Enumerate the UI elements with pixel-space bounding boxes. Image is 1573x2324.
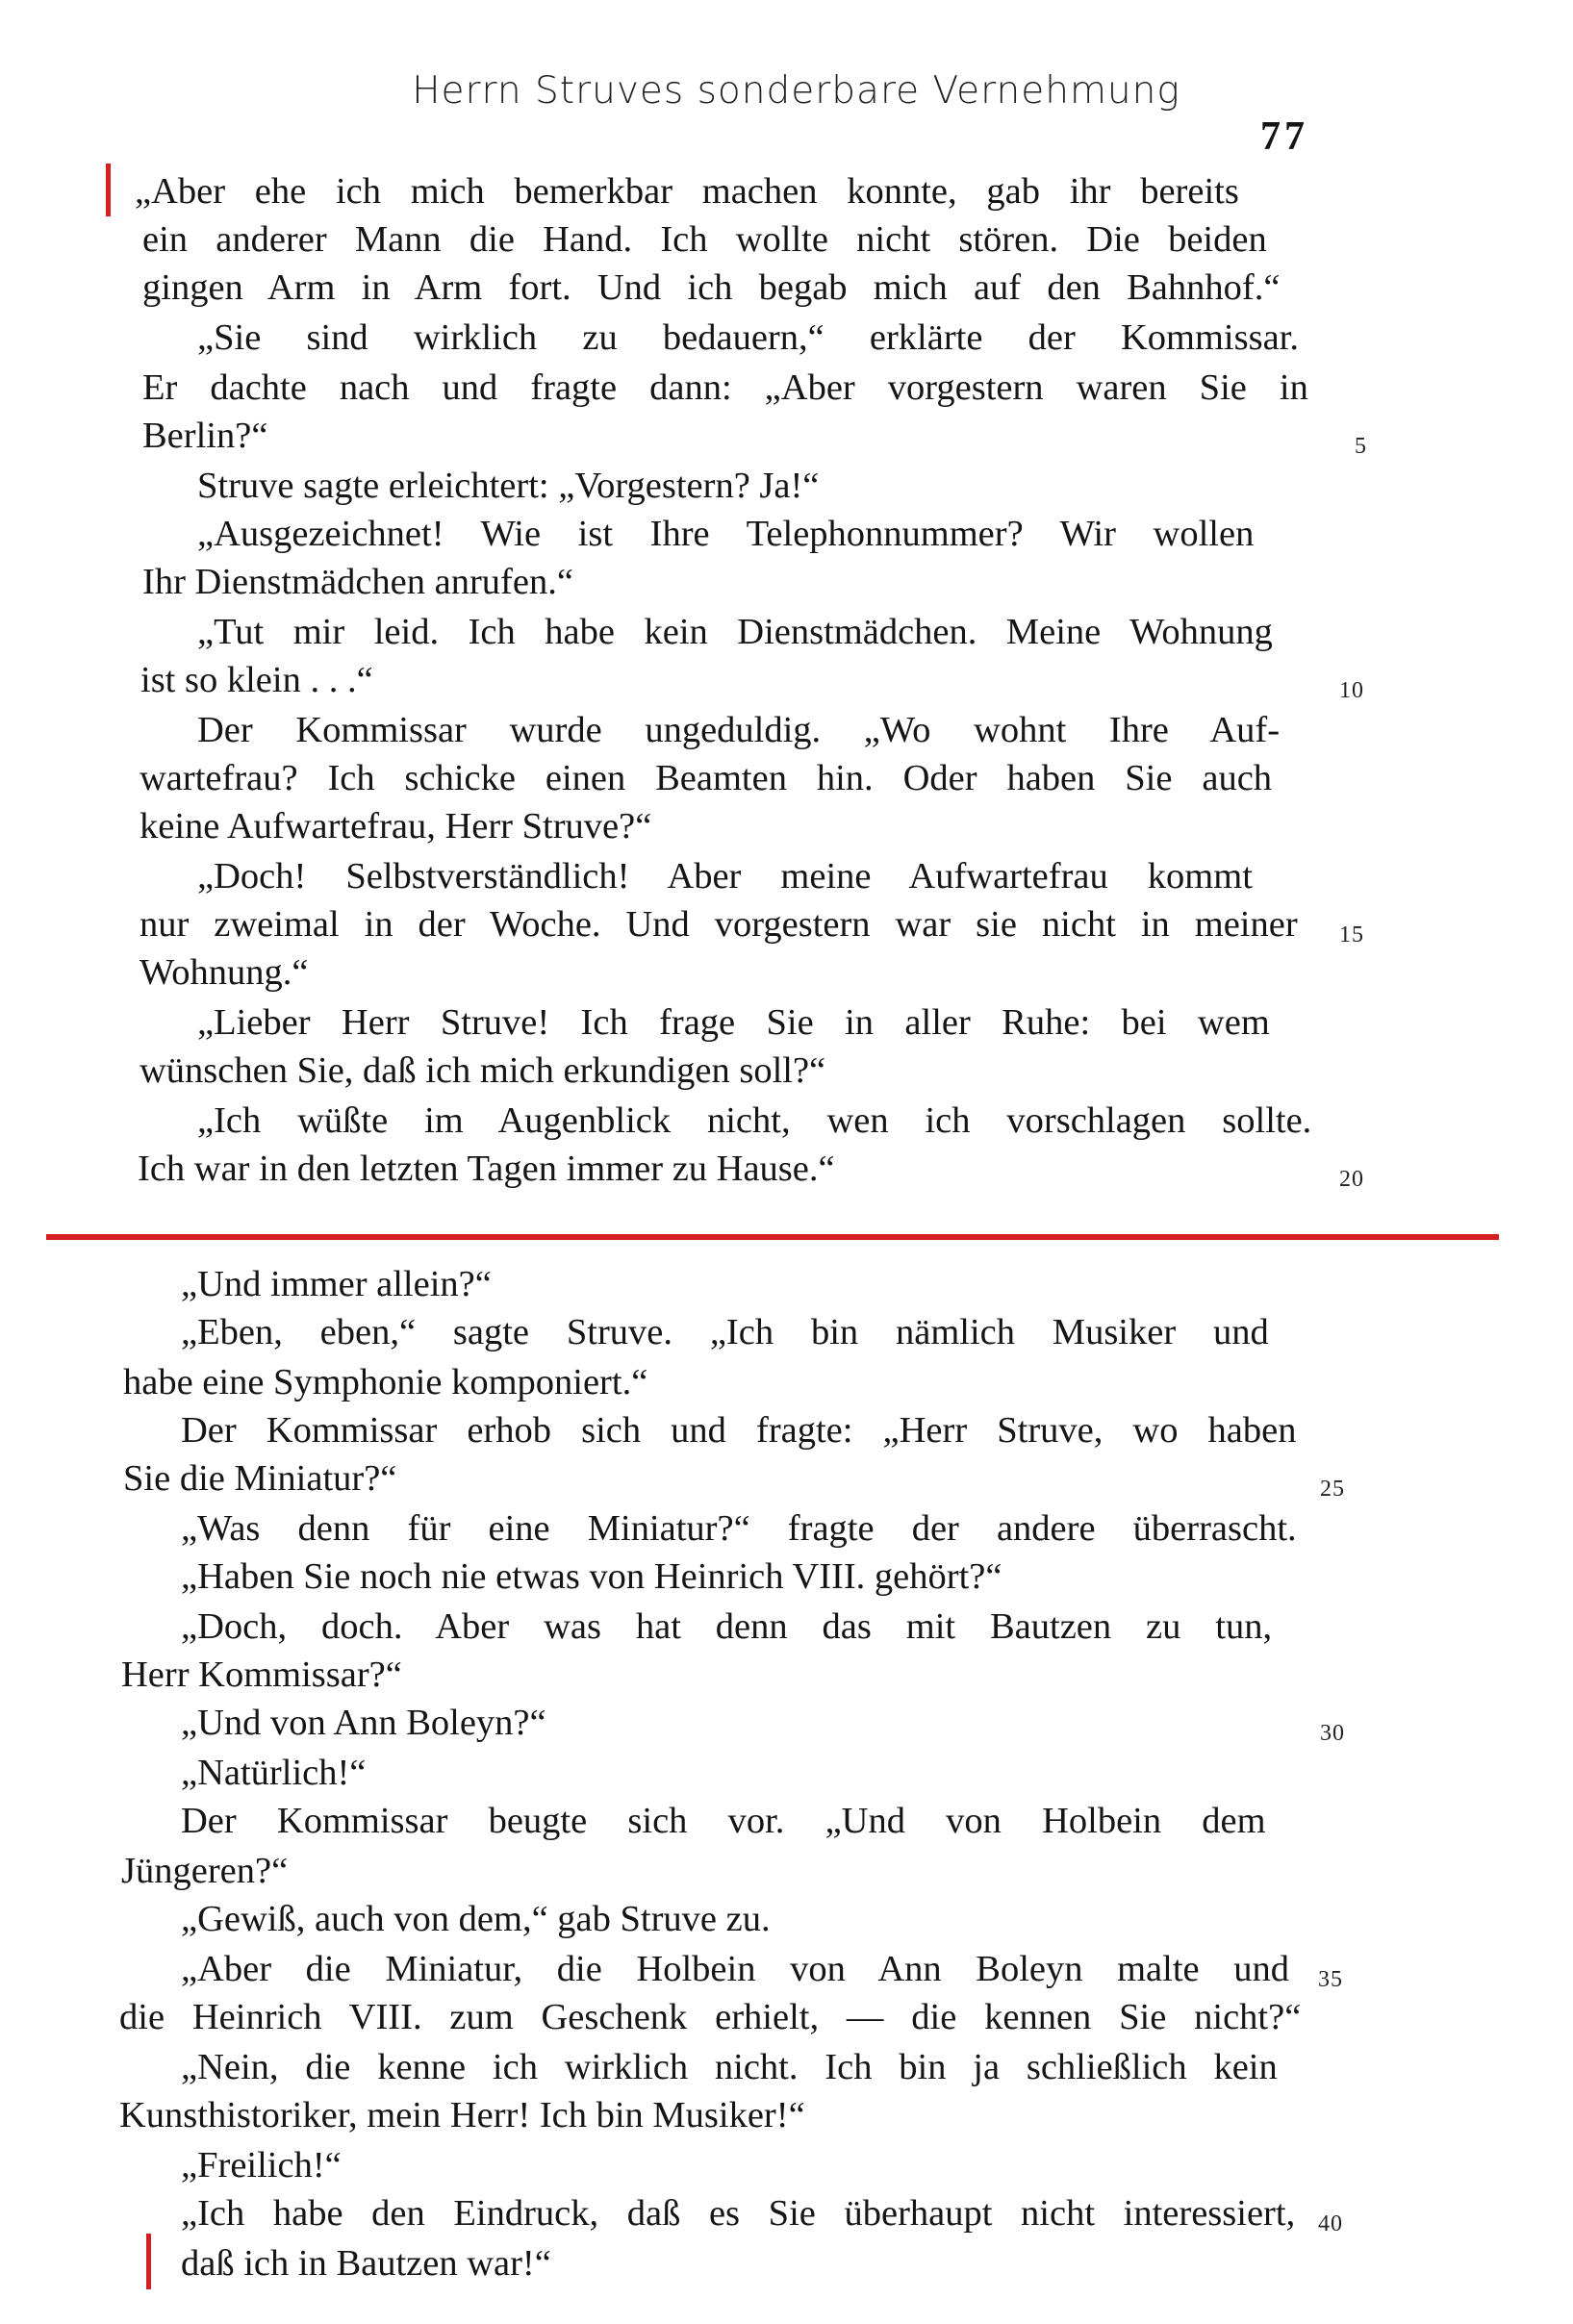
text-line: „Doch, doch. Aber was hat denn das mit Bautzen zu tun, (181, 1606, 1273, 1647)
page-number: 77 (1260, 114, 1308, 159)
text-line: „Eben, eben,“ sagte Struve. „Ich bin nämlich Musiker und (181, 1312, 1269, 1352)
text-line: Kunsthistoriker, mein Herr! Ich bin Musiker!“ (119, 2095, 805, 2135)
text-line: daß ich in Bautzen war!“ (181, 2243, 551, 2284)
text-line: Herr Kommissar?“ (121, 1655, 402, 1695)
text-line: „Tut mir leid. Ich habe kein Dienstmädchen. Meine Wohnung (197, 612, 1273, 652)
line-number: 15 (1339, 922, 1364, 947)
text-line: die Heinrich VIII. zum Geschenk erhielt, — die kennen Sie nicht?“ (119, 1997, 1302, 2037)
text-line: „Aber ehe ich mich bemerkbar machen konnte, gab ihr bereits (135, 171, 1239, 212)
text-line: gingen Arm in Arm fort. Und ich begab mich auf den Bahnhof.“ (142, 267, 1281, 308)
text-line: Er dachte nach und fragte dann: „Aber vorgestern waren Sie in (142, 367, 1308, 408)
text-line: „Natürlich!“ (181, 1753, 367, 1793)
text-line: „Und immer allein?“ (181, 1264, 492, 1304)
red-margin-marker-bottom (146, 2234, 151, 2289)
text-line: Ich war in den letzten Tagen immer zu Hause.“ (138, 1149, 835, 1189)
text-line: keine Aufwartefrau, Herr Struve?“ (140, 806, 652, 846)
text-line: Ihr Dienstmädchen anrufen.“ (142, 562, 573, 602)
text-line: „Was denn für eine Miniatur?“ fragte der andere überrascht. (181, 1508, 1297, 1549)
text-line: „Sie sind wirklich zu bedauern,“ erklärte der Kommissar. (197, 317, 1300, 358)
text-line: „Aber die Miniatur, die Holbein von Ann Boleyn malte und (181, 1949, 1290, 1989)
text-line: Wohnung.“ (140, 952, 309, 993)
text-line: wünschen Sie, daß ich mich erkundigen soll?“ (140, 1050, 826, 1091)
text-line: „Und von Ann Boleyn?“ (181, 1703, 546, 1743)
line-number: 35 (1318, 1967, 1343, 1992)
text-line: „Gewiß, auch von dem,“ gab Struve zu. (181, 1899, 771, 1939)
line-number: 40 (1318, 2211, 1343, 2236)
text-line: „Nein, die kenne ich wirklich nicht. Ich bin ja schließlich kein (181, 2047, 1278, 2087)
text-line: „Ich wüßte im Augenblick nicht, wen ich vorschlagen sollte. (197, 1100, 1312, 1141)
text-line: „Ausgezeichnet! Wie ist Ihre Telephonnummer? Wir wollen (197, 514, 1255, 554)
text-line: Der Kommissar beugte sich vor. „Und von Holbein dem (181, 1801, 1266, 1841)
text-line: „Lieber Herr Struve! Ich frage Sie in aller Ruhe: bei wem (197, 1002, 1270, 1043)
line-number: 25 (1320, 1477, 1345, 1502)
running-header: Herrn Struves sonderbare Vernehmung (412, 69, 1180, 113)
text-line: „Haben Sie noch nie etwas von Heinrich VIII. gehört?“ (181, 1556, 1002, 1597)
text-line: „Freilich!“ (181, 2145, 342, 2185)
line-number: 10 (1339, 678, 1364, 703)
line-number: 30 (1320, 1721, 1345, 1746)
line-number: 5 (1355, 434, 1367, 459)
red-section-divider (46, 1234, 1499, 1240)
text-line: Der Kommissar wurde ungeduldig. „Wo wohnt Ihre Auf- (197, 710, 1281, 750)
text-line: „Ich habe den Eindruck, daß es Sie überhaupt nicht interessiert, (181, 2193, 1296, 2234)
text-line: Jüngeren?“ (121, 1851, 289, 1891)
red-margin-marker-top (106, 164, 111, 216)
text-line: Berlin?“ (142, 416, 268, 456)
text-line: habe eine Symphonie komponiert.“ (123, 1362, 648, 1402)
text-line: ist so klein . . .“ (140, 660, 373, 700)
text-line: Sie die Miniatur?“ (123, 1458, 397, 1499)
text-line: nur zweimal in der Woche. Und vorgestern war sie nicht in meiner (140, 904, 1298, 945)
text-line: wartefrau? Ich schicke einen Beamten hin. Oder haben Sie auch (140, 758, 1273, 798)
text-line: Struve sagte erleichtert: „Vorgestern? Ja!“ (197, 466, 820, 506)
line-number: 20 (1339, 1167, 1364, 1192)
text-line: „Doch! Selbstverständlich! Aber meine Aufwartefrau kommt (197, 856, 1253, 897)
text-line: Der Kommissar erhob sich und fragte: „Herr Struve, wo haben (181, 1410, 1297, 1451)
text-line: ein anderer Mann die Hand. Ich wollte nicht stören. Die beiden (142, 219, 1267, 260)
